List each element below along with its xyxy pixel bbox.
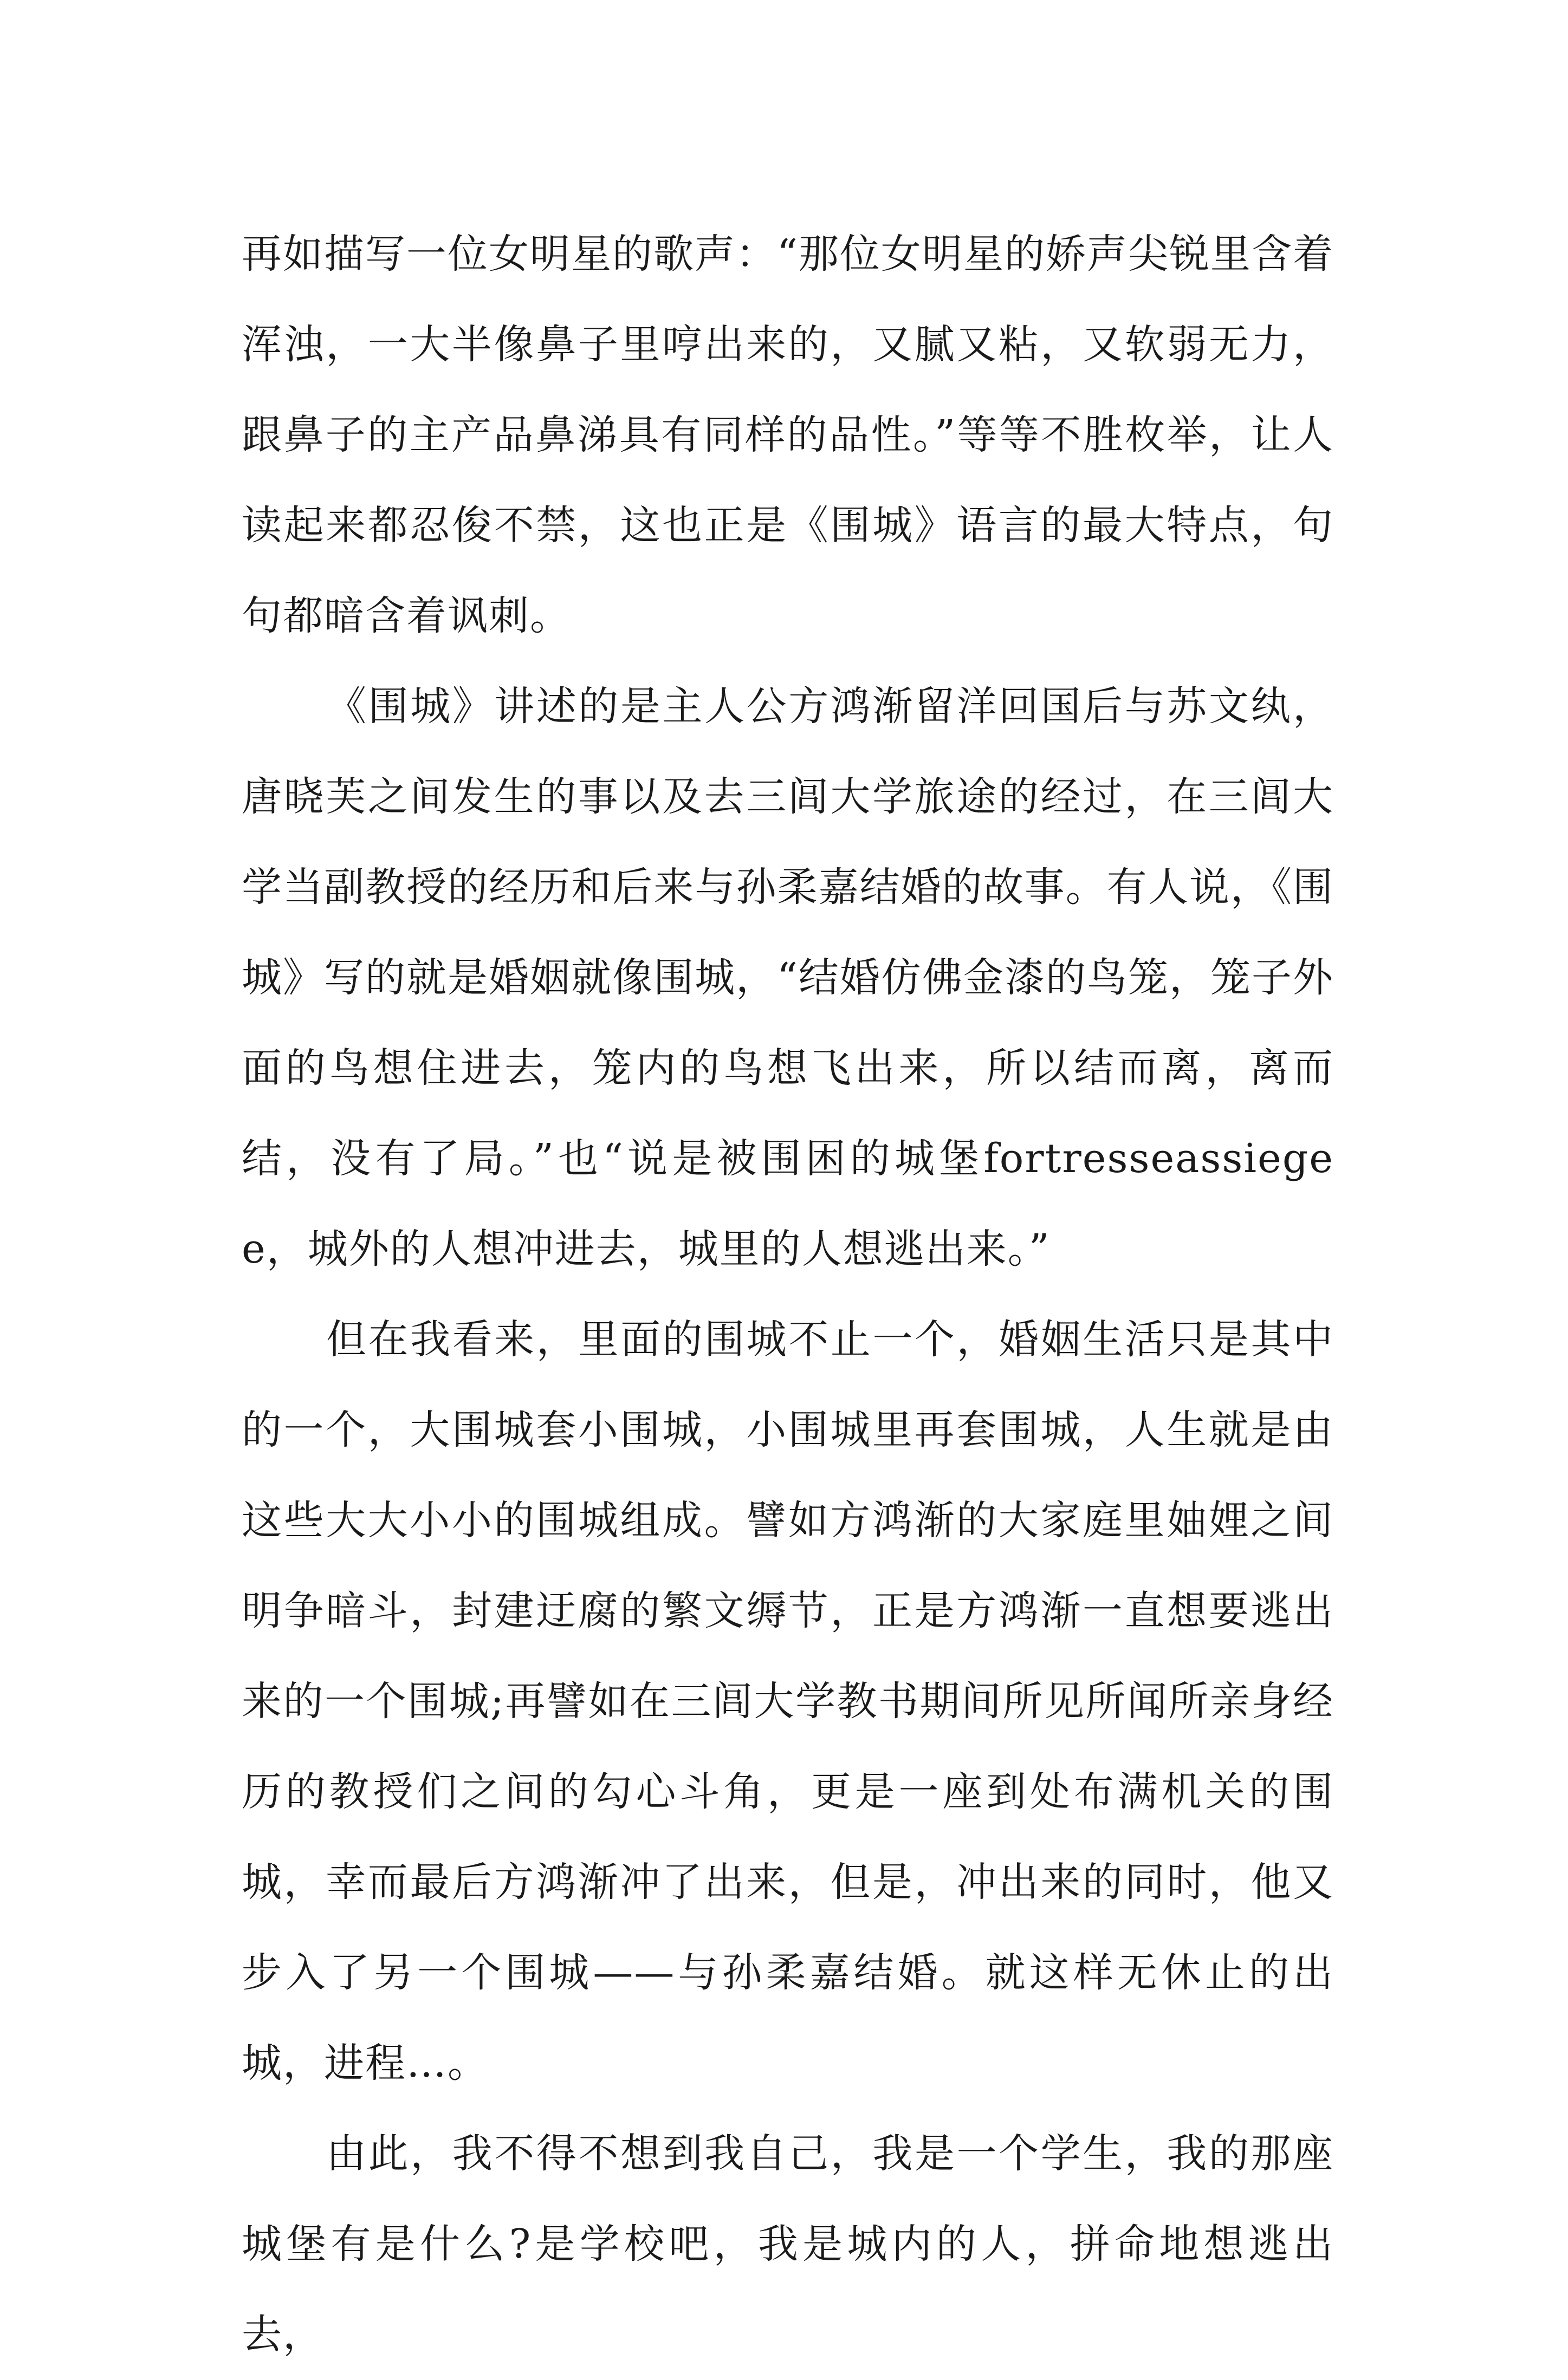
paragraph-2: 《围城》讲述的是主人公方鸿渐留洋回国后与苏文纨，唐晓芙之间发生的事以及去三闾大学旅途的经过，在三闾大学当副教授的经历和后来与孙柔嘉结婚的故事。有人说，《围城》写的就是婚姻就像围城，“结婚仿佛金漆的鸟笼，笼子外面的鸟想住进去，笼内的鸟想飞出来，所以结而离，离而结，没有了局。”也“说是被围困的城堡fortresseassiegee，城外的人想冲进去，城里的人想逃出来。”	[242, 683, 1334, 1272]
paragraph-3: 但在我看来，里面的围城不止一个，婚姻生活只是其中的一个，大围城套小围城，小围城里再套围城，人生就是由这些大大小小的围城组成。譬如方鸿渐的大家庭里妯娌之间明争暗斗，封建迂腐的繁文缛节，正是方鸿渐一直想要逃出来的一个围城;再譬如在三闾大学教书期间所见所闻所亲身经历的教授们之间的勾心斗角，更是一座到处布满机关的围城，幸而最后方鸿渐冲了出来，但是，冲出来的同时，他又步入了另一个围城——与孙柔嘉结婚。就这样无休止的出城，进程…。	[242, 1316, 1334, 2086]
body-text	[242, 209, 1334, 2380]
paragraph-4: 由此，我不得不想到我自己，我是一个学生，我的那座城堡有是什么?是学校吧，我是城内的人，拼命地想逃出去，	[242, 2130, 1334, 2358]
paragraph-1: 再如描写一位女明星的歌声：“那位女明星的娇声尖锐里含着浑浊，一大半像鼻子里哼出来的，又腻又粘，又软弱无力，跟鼻子的主产品鼻涕具有同样的品性。”等等不胜枚举，让人读起来都忍俊不禁，这也正是《围城》语言的最大特点，句句都暗含着讽刺。	[242, 231, 1334, 639]
